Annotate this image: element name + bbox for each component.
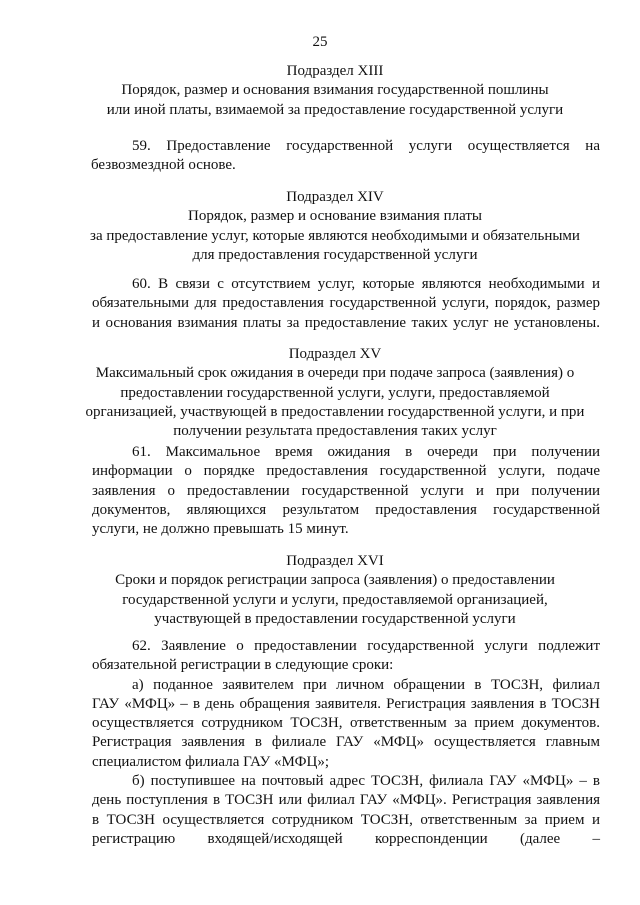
section-title-line: для предоставления государственной услуги <box>192 246 478 263</box>
paragraph-line: б) поступившее на почтовый адрес ТОСЗН, филиала ГАУ «МФЦ» – в <box>132 773 600 790</box>
paragraph-line: специалистом филиала ГАУ «МФЦ»; <box>92 753 330 770</box>
paragraph-line: документов, являющихся результатом предоставления государственной <box>92 501 600 518</box>
section-title-line: получении результата предоставления таких услуг <box>173 423 497 440</box>
paragraph-62 <box>92 637 600 849</box>
paragraph-line: заявления о предоставлении государственной услуги и при получении <box>92 482 600 499</box>
section-subtitle: Подраздел XIII <box>286 63 384 79</box>
page-number: 25 <box>312 34 328 50</box>
paragraph-line: информации о порядке предоставления государственной услуги, подаче <box>92 463 600 480</box>
paragraph-line: 61. Максимальное время ожидания в очереди при получении <box>132 444 600 460</box>
paragraph-line: 59. Предоставление государственной услуги осуществляется на <box>132 138 600 154</box>
section-heading-xiii <box>70 62 600 120</box>
paragraph-line: в ТОСЗН осуществляется сотрудником ТОСЗН, ответственным за прием и <box>92 811 600 828</box>
section-title-line: участвующей в предоставлении государственной услуги <box>154 610 516 627</box>
section-title-line: Порядок, размер и основания взимания государственной пошлины <box>121 82 549 99</box>
section-subtitle: Подраздел XVI <box>286 553 384 569</box>
section-title-line: или иной платы, взимаемой за предоставление государственной услуги <box>106 101 564 118</box>
paragraph-line: Регистрация заявления в филиале ГАУ «МФЦ» осуществляется главным <box>92 734 600 751</box>
paragraph-line: 60. В связи с отсутствием услуг, которые являются необходимыми и <box>132 276 600 292</box>
paragraph-line: регистрацию входящей/исходящей корреспонденции (далее – <box>92 830 600 847</box>
paragraph-line: ГАУ «МФЦ» – в день обращения заявителя. Регистрация заявления в ТОСЗН <box>92 695 600 712</box>
section-heading-xiv <box>70 188 600 265</box>
section-subtitle: Подраздел XV <box>288 346 382 362</box>
paragraph-line: осуществляется сотрудником ТОСЗН, ответственным за прием документов. <box>92 715 600 732</box>
paragraph-line: и основания взимания платы за предоставление таких услуг не установлены. <box>92 314 600 331</box>
section-title-line: Порядок, размер и основание взимания платы <box>188 208 482 225</box>
section-title-line: организацией, участвующей в предоставлении государственной услуги, и при <box>85 403 585 420</box>
paragraph-59 <box>92 137 600 176</box>
paragraph-line: безвозмездной основе. <box>91 157 236 174</box>
paragraph-61 <box>92 443 600 539</box>
section-title-line: Сроки и порядок регистрации запроса (заявления) о предоставлении <box>115 572 555 589</box>
section-heading-xvi <box>70 552 600 629</box>
paragraph-line: 62. Заявление о предоставлении государственной услуги подлежит <box>132 638 600 654</box>
section-title-line: за предоставление услуг, которые являются необходимыми и обязательными <box>90 227 580 244</box>
paragraph-60 <box>92 275 600 333</box>
section-title-line: Максимальный срок ожидания в очереди при подаче запроса (заявления) о <box>95 365 575 382</box>
section-title-line: предоставлении государственной услуги, услуги, предоставляемой <box>120 384 550 401</box>
section-title-line: государственной услуги и услуги, предоставляемой организацией, <box>122 591 548 608</box>
section-heading-xv <box>70 345 600 441</box>
paragraph-line: обязательными для предоставления государственной услуги, порядок, размер <box>92 295 600 312</box>
paragraph-line: услуги, не должно превышать 15 минут. <box>92 521 349 538</box>
paragraph-line: день поступления в ТОСЗН или филиал ГАУ «МФЦ». Регистрация заявления <box>92 792 600 809</box>
section-subtitle: Подраздел XIV <box>286 189 384 205</box>
paragraph-line: обязательной регистрации в следующие сроки: <box>92 657 394 674</box>
paragraph-line: а) поданное заявителем при личном обращении в ТОСЗН, филиал <box>132 676 600 693</box>
